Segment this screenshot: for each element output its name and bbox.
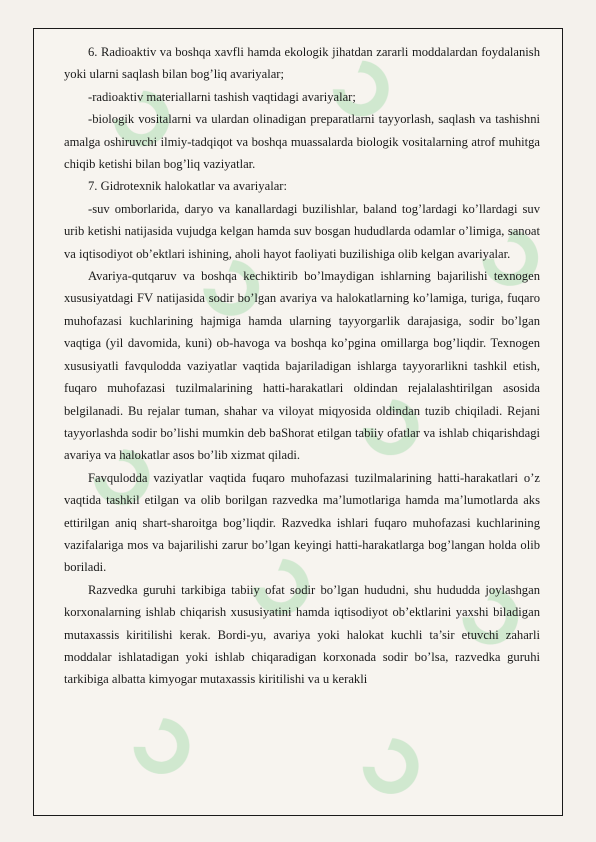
paragraph-rescue-works: Avariya-qutqaruv va boshqa kechiktirib bo’lmaydigan ishlarning bajarilishi texnogen xususiyatdagi FV natijasida sodir bo’lgan avariya va halokatlarning ko’lamiga, turiga, fuqaro muhofazasi kuchlarining hajmiga hamda ularning tayyorgarlik darajasiga, sodir bo’lgan vaqtiga (yil davomida, kuni) ob-havoga va boshqa ko’pgina omillarga bog’liqdir. Texnogen xususiyatli favqulodda vaziyatlar vaqtida bajariladigan ishlarga tayyorarlikni tashkil etish, fuqaro muhofazasi tuzilmalarining hatti-harakatlari oldindan rejalalashtirilgan asosida belgilanadi. Bu rejalar tuman, shahar va viloyat miqyosida oldindan tuzib chiqiladi. Rejani tayyorlashda sodir bo’lishi mumkin deb baShorat etilgan tabiiy ofatlar va ishlab chiqarishdagi avariya va halokatlar asos bo’lib xizmat qiladi. (64, 269, 540, 463)
paragraph-biological-agents: -biologik vositalarni va ulardan olinadigan preparatlarni tayyorlash, saqlash va tashishni amalga oshiruvchi ilmiy-tadqiqot va boshqa muassalarda biologik vositalarning atrof muhitga chiqib ketishi bilan bog’liq vaziyatlar. (64, 112, 540, 172)
paragraph-item-6: 6. Radioaktiv va boshqa xavfli hamda ekologik jihatdan zararli moddalardan foydalanish yoki ularni saqlash bilan bog’liq avariyalar; (64, 45, 540, 82)
document-body (64, 41, 540, 691)
paragraph-item-7: 7. Gidrotexnik halokatlar va avariyalar: (88, 179, 287, 194)
paragraph-reservoir-failures: -suv omborlarida, daryo va kanallardagi buzilishlar, baland tog’lardagi ko’llardagi suv urib ketishi natijasida vujudga kelgan hamda suv bosgan hududlarda odamlar o’limiga, sanoat va iqtisodiyot ob’ektlari ishining, aholi hayot faoliyati buzilishiga olib kelgan avariyalar. (64, 201, 540, 261)
paragraph-reconnaissance-data: Favqulodda vaziyatlar vaqtida fuqaro muhofazasi tuzilmalarining hatti-harakatlari o’z vaqtida tashkil etilgan va olib borilgan razvedka ma’lumotlariga hamda ma’lumotlarda aks ettirilgan aniq shart-sharoitga bog’liqdir. Razvedka ishlari fuqaro muhofazasi kuchlarining vazifalariga mos va bajarilishi zarur bo’lgan keyingi hatti-harakatlarga bog’langan holda olib boriladi. (64, 470, 540, 575)
paragraph-reconnaissance-group: Razvedka guruhi tarkibiga tabiiy ofat sodir bo’lgan hududni, shu hududda joylashgan korxonalarning ishlab chiqarish xususiyatini hamda iqtisodiyot ob’ektlarini yaxshi biladigan mutaxassis kiritilishi kerak. Bordi-yu, avariya yoki halokat kuchli ta’sir etuvchi zaharli moddalar ishlatadigan yoki ishlab chiqaradigan korxonada sodir bo’lsa, razvedka guruhi tarkibiga albatta kimyogar mutaxassis kiritilishi va u kerakli (64, 582, 540, 687)
page-frame (33, 28, 563, 816)
paragraph-radioactive-transport: -radioaktiv materiallarni tashish vaqtidagi avariyalar; (88, 89, 356, 104)
